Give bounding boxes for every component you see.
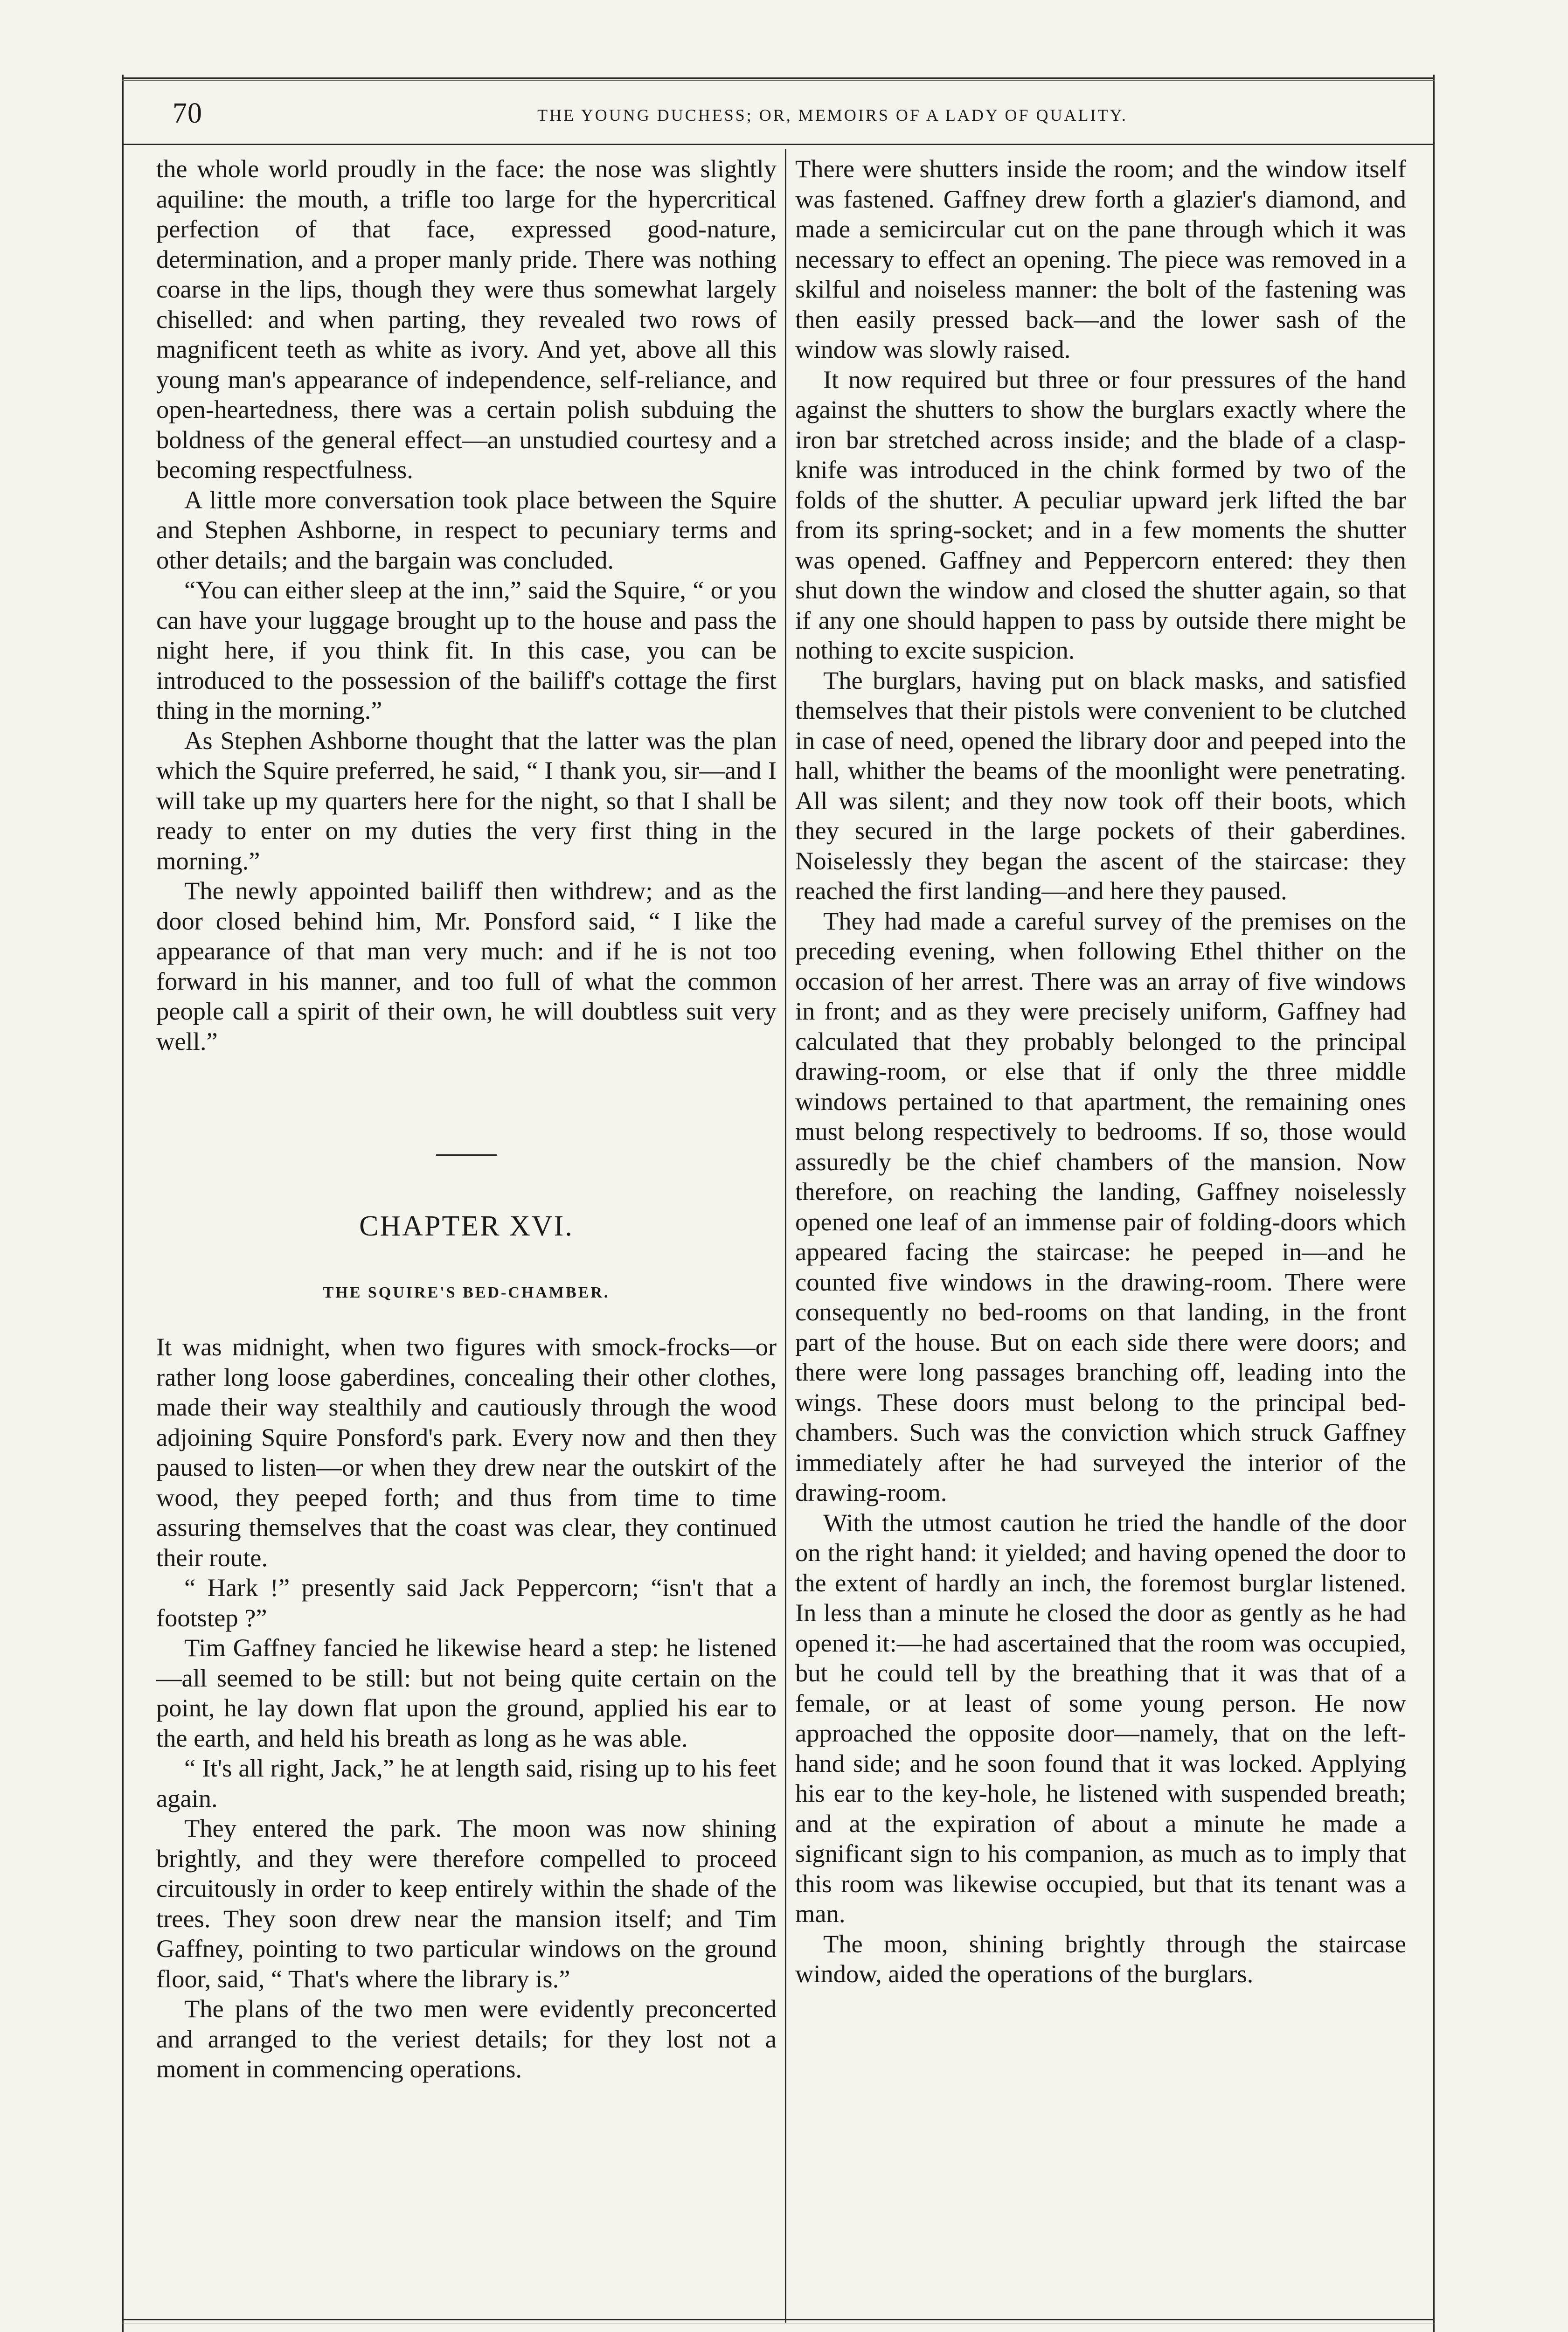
page-header xyxy=(149,92,1418,139)
paragraph: “ It's all right, Jack,” he at length said, rising up to his feet again. xyxy=(156,1754,777,1812)
header-rule xyxy=(122,144,1435,145)
paragraph: “You can either sleep at the inn,” said the Squire, “ or you can have your luggage brought up to the house and pass the night here, if you think fit. In this case, you can be introduced to the possession of the bailiff's cottage the first thing in the morning.” xyxy=(156,576,777,724)
paragraph: The newly appointed bailiff then withdrew; and as the door closed behind him, Mr. Ponsford said, “ I like the appearance of that man very much: and if he is not too forward in his manner, and too full of what the common people call a spirit of their own, he will doubtless suit very well.” xyxy=(156,876,777,1055)
paragraph: They entered the park. The moon was now shining brightly, and they were therefore compelled to proceed circuitously in order to keep entirely within the shade of the trees. They soon drew near the mansion itself; and Tim Gaffney, pointing to two particular windows on the ground floor, said, “ That's where the library is.” xyxy=(156,1814,777,1993)
page-number: 70 xyxy=(173,97,202,129)
chapter-rule xyxy=(436,1154,497,1156)
paragraph: A little more conversation took place between the Squire and Stephen Ashborne, in respect to pecuniary terms and other details; and the bargain was concluded. xyxy=(156,485,777,574)
paragraph: It now required but three or four pressures of the hand against the shutters to show the burglars exactly where the iron bar stretched across inside; and the blade of a clasp-knife was introduced in the chink formed by two of the folds of the shutter. A peculiar upward jerk lifted the bar from its spring-socket; and in a few moments the shutter was opened. Gaffney and Peppercorn entered: they then shut down the window and closed the shutter again, so that if any one should happen to pass by outside there might be nothing to excite suspicion. xyxy=(795,365,1406,664)
right-column xyxy=(795,154,1406,1989)
paragraph: There were shutters inside the room; and the window itself was fastened. Gaffney drew forth a glazier's diamond, and made a semicircular cut on the pane through which it was necessary to effect an opening. The piece was removed in a skilful and noiseless manner: the bolt of the fastening was then easily pressed back—and the lower sash of the window was slowly raised. xyxy=(795,154,1406,363)
left-column xyxy=(156,154,777,2084)
paragraph: “ Hark !” presently said Jack Peppercorn; “isn't that a footstep ?” xyxy=(156,1573,777,1632)
paragraph: They had made a careful survey of the premises on the preceding evening, when following Ethel thither on the occasion of her arrest. There was an array of five windows in front; and as they were precisely uniform, Gaffney had calculated that they probably belonged to the principal drawing-room, or else that if only the three middle windows pertained to that apartment, the remaining ones must belong respectively to bedrooms. If so, those would assuredly be the chief chambers of the mansion. Now therefore, on reaching the landing, Gaffney noiselessly opened one leaf of an immense pair of folding-doors which appeared facing the staircase: he peeped in—and he counted five windows in the drawing-room. There were consequently no bed-rooms on that landing, in the front part of the house. But on each side there were doors; and there were long passages branching off, leading into the wings. These doors must belong to the principal bed-chambers. Such was the conviction which struck Gaffney immediately after he had surveyed the interior of the drawing-room. xyxy=(795,906,1406,1506)
chapter-subtitle: THE SQUIRE'S BED-CHAMBER. xyxy=(323,1284,610,1301)
footer-rule xyxy=(122,2319,1435,2320)
paragraph: It was midnight, when two figures with smock-frocks—or rather long loose gaberdines, concealing their other clothes, made their way stealthily and cautiously through the wood adjoining Squire Ponsford's park. Every now and then they paused to listen—or when they drew near the outskirt of the wood, they peeped forth; and thus from time to time assuring themselves that the coast was clear, they continued their route. xyxy=(156,1333,777,1572)
paragraph: As Stephen Ashborne thought that the latter was the plan which the Squire preferred, he said, “ I thank you, sir—and I will take up my quarters here for the night, so that I shall be ready to enter on my duties the very first thing in the morning.” xyxy=(156,726,777,875)
paragraph: Tim Gaffney fancied he likewise heard a step: he listened—all seemed to be still: but not being quite certain on the point, he lay down flat upon the ground, applied his ear to the earth, and held his breath as long as he was able. xyxy=(156,1633,777,1752)
chapter-title: CHAPTER XVI. xyxy=(359,1210,574,1242)
paragraph: the whole world proudly in the face: the nose was slightly aquiline: the mouth, a trifle too large for the hypercritical perfection of that face, expressed good-nature, determination, and a proper manly pride. There was nothing coarse in the lips, though they were thus somewhat largely chiselled: and when parting, they revealed two rows of magnificent teeth as white as ivory. And yet, above all this young man's appearance of independence, self-reliance, and open-heartedness, there was a certain polish subduing the boldness of the general effect—an unstudied courtesy and a becoming respectfulness. xyxy=(156,154,777,484)
running-title: THE YOUNG DUCHESS; OR, MEMOIRS OF A LADY OF QUALITY. xyxy=(537,106,1128,125)
paragraph: The moon, shining brightly through the staircase window, aided the operations of the burglars. xyxy=(795,1929,1406,1988)
top-rule-thin xyxy=(122,80,1435,81)
top-rule xyxy=(122,77,1435,79)
paragraph: The burglars, having put on black masks, and satisfied themselves that their pistols were convenient to be clutched in case of need, opened the library door and peeped into the hall, whither the beams of the moonlight were penetrating. All was silent; and they now took off their boots, which they secured in the large pockets of their gaberdines. Noiselessly they began the ascent of the staircase: they reached the first landing—and here they paused. xyxy=(795,666,1406,905)
paragraph: The plans of the two men were evidently preconcerted and arranged to the veriest details; for they lost not a moment in commencing operations. xyxy=(156,1994,777,2083)
column-divider xyxy=(785,149,786,2323)
paragraph: With the utmost caution he tried the handle of the door on the right hand: it yielded; and having opened the door to the extent of hardly an inch, the foremost burglar listened. In less than a minute he closed the door as gently as he had opened it:—he had ascertained that the room was occupied, but he could tell by the breathing that it was that of a female, or at least of some young person. He now approached the opposite door—namely, that on the left-hand side; and he soon found that it was locked. Applying his ear to the key-hole, he listened with suspended breath; and at the expiration of about a minute he made a significant sign to his companion, as much as to imply that this room was likewise occupied, but that its tenant was a man. xyxy=(795,1508,1406,1928)
